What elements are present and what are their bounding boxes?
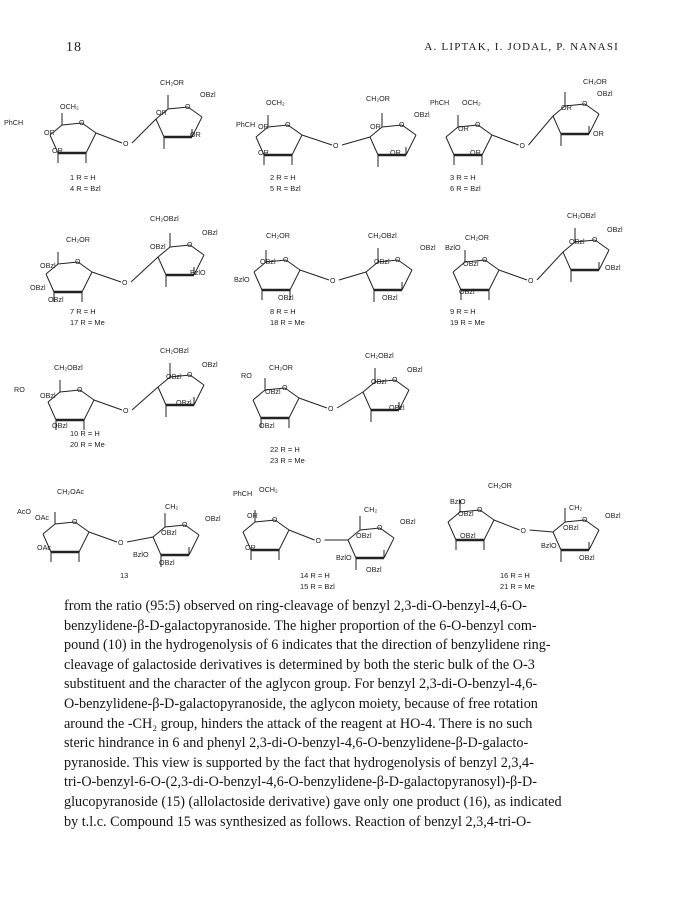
atom-label: OR xyxy=(458,124,469,133)
ring-oxygen-label: O xyxy=(72,519,78,526)
bond-line xyxy=(289,530,315,540)
ring-oxygen-label: O xyxy=(477,507,483,514)
atom-label: OBzl xyxy=(459,287,475,296)
atom-label: BzlO xyxy=(234,275,250,284)
atom-label: OBzl xyxy=(400,517,416,526)
bond-line xyxy=(299,398,327,408)
atom-label: RO xyxy=(241,371,252,380)
body-text xyxy=(64,597,619,832)
bond-line xyxy=(366,272,374,290)
compound-label: 8 R = H xyxy=(270,307,296,316)
ring-oxygen-label: O xyxy=(187,242,193,249)
compound-label: 9 R = H xyxy=(450,307,476,316)
bond-line xyxy=(300,270,329,280)
atom-label: CH₂OR xyxy=(266,231,290,240)
atom-label: CH₂OBzl xyxy=(365,351,394,360)
compound-label: 17 R = Me xyxy=(70,318,105,327)
ring-oxygen-label: O xyxy=(79,120,85,127)
body-line: by t.l.c. Compound 15 was synthesized as follows. Reaction of benzyl 2,3,4-tri-O- xyxy=(64,813,531,830)
atom-label: OBzl xyxy=(374,257,390,266)
atom-label: CH₂OAc xyxy=(57,487,85,496)
bond-line xyxy=(132,119,156,143)
bond-line xyxy=(243,522,255,532)
ring-oxygen-label: O xyxy=(187,372,193,379)
atom-label: OBzl xyxy=(371,377,387,386)
atom-label: CH₂OR xyxy=(465,233,489,242)
atom-label: OBzl xyxy=(260,257,276,266)
bond-line xyxy=(370,137,378,155)
atom-label: OBzl xyxy=(389,403,405,412)
ring-oxygen-label: O xyxy=(272,517,278,524)
atom-label: OBzl xyxy=(458,509,474,518)
bond-line xyxy=(589,530,599,550)
atom-label: OBzl xyxy=(407,365,423,374)
atom-label: OCH₂ xyxy=(462,98,481,107)
bond-line xyxy=(482,135,492,155)
ring-oxygen-label: O xyxy=(75,259,81,266)
atom-label: OBzl xyxy=(265,387,281,396)
body-line: cleavage of galactoside derivatives is determined by both the steric bulk of the O-3 xyxy=(64,656,535,673)
atom-label: OBzl xyxy=(40,391,56,400)
bond-line xyxy=(494,520,520,530)
compound-label: 14 R = H xyxy=(300,571,330,580)
bond-line xyxy=(132,387,158,410)
ring-oxygen-label: O xyxy=(582,517,588,524)
atom-label: OBzl xyxy=(414,110,430,119)
atom-label: BzlO xyxy=(541,541,557,550)
atom-label: BzlO xyxy=(336,553,352,562)
bond-line xyxy=(339,272,366,280)
ring-oxygen-label: O xyxy=(395,257,401,264)
compound-label: 18 R = Me xyxy=(270,318,305,327)
bond-line xyxy=(448,522,456,540)
atom-label: OR xyxy=(370,122,381,131)
bond-line xyxy=(96,133,122,143)
compound-label: 5 R = Bzl xyxy=(270,184,301,193)
bond-line xyxy=(254,272,262,290)
atom-label: OBzl xyxy=(161,528,177,537)
atom-label: OBzl xyxy=(605,511,621,520)
atom-label: CH₂OR xyxy=(160,78,184,87)
atom-label: OBzl xyxy=(420,243,436,252)
bond-line xyxy=(446,127,458,137)
atom-label: CH₂OBzl xyxy=(150,214,179,223)
ring-oxygen-label: O xyxy=(392,377,398,384)
atom-label: CH₂OBzl xyxy=(160,346,189,355)
atom-label: OBzl xyxy=(460,531,476,540)
atom-label: OR xyxy=(258,148,269,157)
bond-line xyxy=(92,272,121,282)
atom-label: OBzl xyxy=(607,225,623,234)
atom-label: OBzl xyxy=(463,259,479,268)
bond-line xyxy=(289,398,299,418)
atom-label: OBzl xyxy=(48,295,64,304)
bond-line xyxy=(84,400,94,420)
glycosidic-oxygen-label: O xyxy=(528,278,534,285)
atom-label: OAc xyxy=(35,513,49,522)
atom-label: OR xyxy=(593,129,604,138)
compound-label: 3 R = H xyxy=(450,173,476,182)
bond-line xyxy=(253,400,261,418)
atom-label: CH₂ xyxy=(165,502,179,511)
atom-label: OBzl xyxy=(563,523,579,532)
ring-oxygen-label: O xyxy=(182,522,188,529)
compound-label: 19 R = Me xyxy=(450,318,485,327)
atom-label: OBzl xyxy=(605,263,621,272)
compound-label: 6 R = Bzl xyxy=(450,184,481,193)
atom-label: OR xyxy=(390,148,401,157)
compound-label: 23 R = Me xyxy=(270,456,305,465)
bond-line xyxy=(302,135,332,145)
atom-label: PhCH xyxy=(233,489,253,498)
compound-label: 7 R = H xyxy=(70,307,96,316)
atom-label: OBzl xyxy=(366,565,382,574)
bond-line xyxy=(82,272,92,292)
bond-line xyxy=(499,270,527,280)
glycosidic-oxygen-label: O xyxy=(330,278,336,285)
compound-label: 2 R = H xyxy=(270,173,296,182)
bond-line xyxy=(292,135,302,155)
body-line: pyranoside. This view is supported by the fact that hydrogenolysis of benzyl 2,3,4- xyxy=(64,754,534,771)
compound-label: 22 R = H xyxy=(270,445,300,454)
bond-line xyxy=(530,530,554,532)
atom-label: PhCH xyxy=(236,120,256,129)
bond-line xyxy=(363,392,371,410)
bond-line xyxy=(158,387,166,405)
bond-line xyxy=(290,270,300,290)
glycosidic-oxygen-label: O xyxy=(122,280,128,287)
ring-oxygen-label: O xyxy=(283,257,289,264)
atom-label: CH₂ xyxy=(364,505,378,514)
running-head: A. LIPTAK, I. JODAL, P. NANASI xyxy=(424,41,619,53)
atom-label: OBzl xyxy=(382,293,398,302)
bond-line xyxy=(194,385,204,405)
atom-label: OR xyxy=(247,511,258,520)
atom-label: OBzl xyxy=(176,398,192,407)
atom-label: OBzl xyxy=(202,228,218,237)
atom-label: BzlO xyxy=(133,550,149,559)
bond-line xyxy=(89,532,117,542)
compound-label: 21 R = Me xyxy=(500,582,535,591)
glycosidic-oxygen-label: O xyxy=(519,143,525,150)
bond-line xyxy=(384,538,394,558)
atom-label: CH₂OBzl xyxy=(54,363,83,372)
body-line: benzylidene-β-D-galactopyranoside. The higher proportion of the 6-O-benzyl com- xyxy=(64,617,537,634)
ring-oxygen-label: O xyxy=(475,122,481,129)
ring-oxygen-label: O xyxy=(482,257,488,264)
bond-line xyxy=(158,257,166,275)
body-line: around the -CH₂ group, hinders the attack of the reagent at HO-4. There is no such xyxy=(64,715,533,732)
atom-label: OBzl xyxy=(150,242,166,251)
page-number: 18 xyxy=(66,40,82,55)
atom-label: BzlO xyxy=(450,497,466,506)
glycosidic-oxygen-label: O xyxy=(315,538,321,545)
compound-label: 16 R = H xyxy=(500,571,530,580)
bond-line xyxy=(48,402,56,420)
atom-label: OR xyxy=(156,108,167,117)
atom-label: OBzl xyxy=(356,531,372,540)
atom-label: OBzl xyxy=(278,293,294,302)
bond-line xyxy=(529,116,554,145)
body-line: from the ratio (95:5) observed on ring-cleavage of benzyl 2,3-di-O-benzyl-4,6-O- xyxy=(64,598,527,614)
bond-line xyxy=(153,537,161,555)
bond-line xyxy=(553,116,561,134)
body-line: steric hindrance in 6 and phenyl 2,3-di-O-benzyl-4,6-O-benzylidene-β-D-galacto- xyxy=(64,735,529,752)
atom-label: CH₂ xyxy=(569,503,583,512)
atom-label: OBzl xyxy=(166,372,182,381)
atom-label: AcO xyxy=(17,507,31,516)
atom-label: PhCH xyxy=(4,118,24,127)
atom-label: CH₂OR xyxy=(366,94,390,103)
atom-label: CH₂OBzl xyxy=(368,231,397,240)
atom-label: OR xyxy=(245,543,256,552)
glycosidic-oxygen-label: O xyxy=(118,540,124,547)
body-line: pound (10) in the hydrogenolysis of 6 indicates that the direction of benzylidene ring- xyxy=(64,637,551,654)
atom-label: CH₂OR xyxy=(583,77,607,86)
compound-label: 15 R = Bzl xyxy=(300,582,335,591)
bond-line xyxy=(253,390,265,400)
body-line: tri-O-benzyl-6-O-(2,3-di-O-benzyl-4,6-O-benzylidene-β-D-galactopyranosyl)-β-D- xyxy=(64,774,537,791)
atom-label: OBzl xyxy=(597,89,613,98)
body-line: glucopyranoside (15) (allolactoside derivative) gave only one product (16), as indicated xyxy=(64,793,562,810)
atom-label: CH₂OR xyxy=(269,363,293,372)
atom-label: OCH₂ xyxy=(266,98,285,107)
bond-line xyxy=(406,135,416,155)
compound-label: 10 R = H xyxy=(70,429,100,438)
bond-line xyxy=(402,270,412,290)
atom-label: OR xyxy=(52,146,63,155)
body-line: substituent and the character of the aglycon group. For benzyl 2,3-di-O-benzyl-4,6- xyxy=(64,676,538,693)
bond-line xyxy=(489,270,499,290)
bond-line xyxy=(156,119,164,137)
bond-line xyxy=(484,520,494,540)
atom-label: BzlO xyxy=(445,243,461,252)
compound-label: 13 xyxy=(120,571,129,580)
ring-oxygen-label: O xyxy=(592,237,598,244)
atom-label: OBzl xyxy=(202,360,218,369)
atom-label: OBzl xyxy=(200,90,216,99)
ring-oxygen-label: O xyxy=(282,385,288,392)
bond-line xyxy=(94,400,122,410)
atom-label: OBzl xyxy=(52,421,68,430)
bond-line xyxy=(86,133,96,153)
glycosidic-oxygen-label: O xyxy=(520,528,526,535)
atom-label: PhCH xyxy=(430,98,450,107)
bond-line xyxy=(337,392,363,408)
ring-oxygen-label: O xyxy=(377,525,383,532)
bond-line xyxy=(46,274,54,292)
glycosidic-oxygen-label: O xyxy=(123,408,129,415)
compound-label: 4 R = Bzl xyxy=(70,184,101,193)
atom-label: OR xyxy=(44,128,55,137)
ring-oxygen-label: O xyxy=(77,387,83,394)
atom-label: OBzl xyxy=(30,283,46,292)
atom-label: OR xyxy=(190,130,201,139)
atom-label: CH₂OBzl xyxy=(567,211,596,220)
bond-line xyxy=(446,137,454,155)
atom-label: CH₂OR xyxy=(488,481,512,490)
ring-oxygen-label: O xyxy=(399,122,405,129)
atom-label: BzlO xyxy=(190,268,206,277)
bond-line xyxy=(537,252,563,280)
atom-label: OBzl xyxy=(569,237,585,246)
body-line: O-benzylidene-β-D-galactopyranoside, the aglycon moiety, because of free rotation xyxy=(64,695,538,712)
bond-line xyxy=(43,524,55,534)
bond-line xyxy=(279,530,289,550)
atom-label: OR xyxy=(258,122,269,131)
bond-line xyxy=(563,252,571,270)
ring-oxygen-label: O xyxy=(185,104,191,111)
compound-label: 20 R = Me xyxy=(70,440,105,449)
atom-label: OCH₂ xyxy=(60,102,79,111)
atom-label: OBzl xyxy=(40,261,56,270)
atom-label: OBzl xyxy=(259,421,275,430)
atom-label: CH₂OR xyxy=(66,235,90,244)
bond-line xyxy=(492,135,519,145)
glycosidic-oxygen-label: O xyxy=(123,141,129,148)
atom-label: RO xyxy=(14,385,25,394)
bond-line xyxy=(342,137,370,145)
bond-line xyxy=(189,535,199,555)
glycosidic-oxygen-label: O xyxy=(333,143,339,150)
glycosidic-oxygen-label: O xyxy=(328,406,334,413)
compound-label: 1 R = H xyxy=(70,173,96,182)
atom-label: OR xyxy=(561,103,572,112)
atom-label: OBzl xyxy=(579,553,595,562)
atom-label: OR xyxy=(470,148,481,157)
atom-label: OBzl xyxy=(205,514,221,523)
atom-label: OCH₂ xyxy=(259,485,278,494)
bond-line xyxy=(127,537,153,542)
atom-label: OBzl xyxy=(159,558,175,567)
ring-oxygen-label: O xyxy=(582,101,588,108)
atom-label: OAc xyxy=(37,543,51,552)
bond-line xyxy=(131,257,158,282)
bond-line xyxy=(79,532,89,552)
ring-oxygen-label: O xyxy=(285,122,291,129)
